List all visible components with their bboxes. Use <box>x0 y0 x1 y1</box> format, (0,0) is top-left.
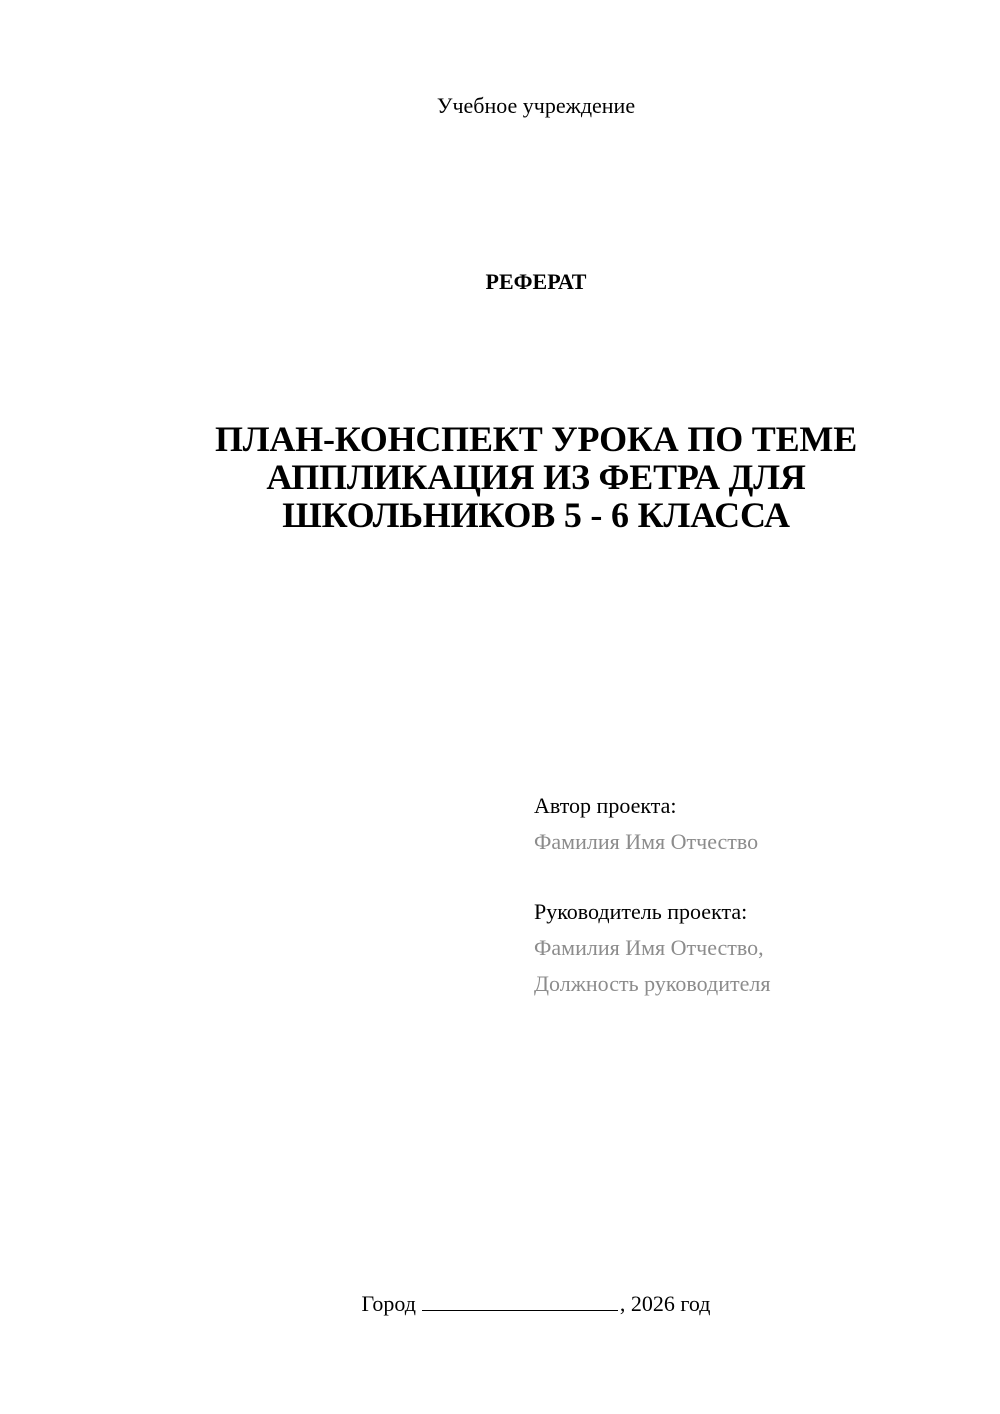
supervisor-block <box>534 894 770 1002</box>
supervisor-position: Должность руководителя <box>534 971 771 996</box>
document-type: РЕФЕРАТ <box>485 269 587 294</box>
document-title-line: ШКОЛЬНИКОВ 5 - 6 КЛАССА <box>282 495 790 535</box>
city-blank-line <box>422 1290 618 1311</box>
supervisor-name: Фамилия Имя Отчество, <box>534 935 764 960</box>
city-label: Город <box>361 1291 416 1316</box>
footer-city-year <box>0 1290 1000 1318</box>
author-label: Автор проекта: <box>534 793 677 818</box>
document-title-line: ПЛАН-КОНСПЕКТ УРОКА ПО ТЕМЕ <box>214 419 858 459</box>
document-title <box>180 420 892 534</box>
author-block <box>534 788 758 860</box>
supervisor-label: Руководитель проекта: <box>534 899 748 924</box>
year-text: , 2026 год <box>619 1291 711 1316</box>
institution-name: Учебное учреждение <box>436 93 636 118</box>
author-name: Фамилия Имя Отчество <box>534 829 759 854</box>
document-title-line: АППЛИКАЦИЯ ИЗ ФЕТРА ДЛЯ <box>266 457 806 497</box>
